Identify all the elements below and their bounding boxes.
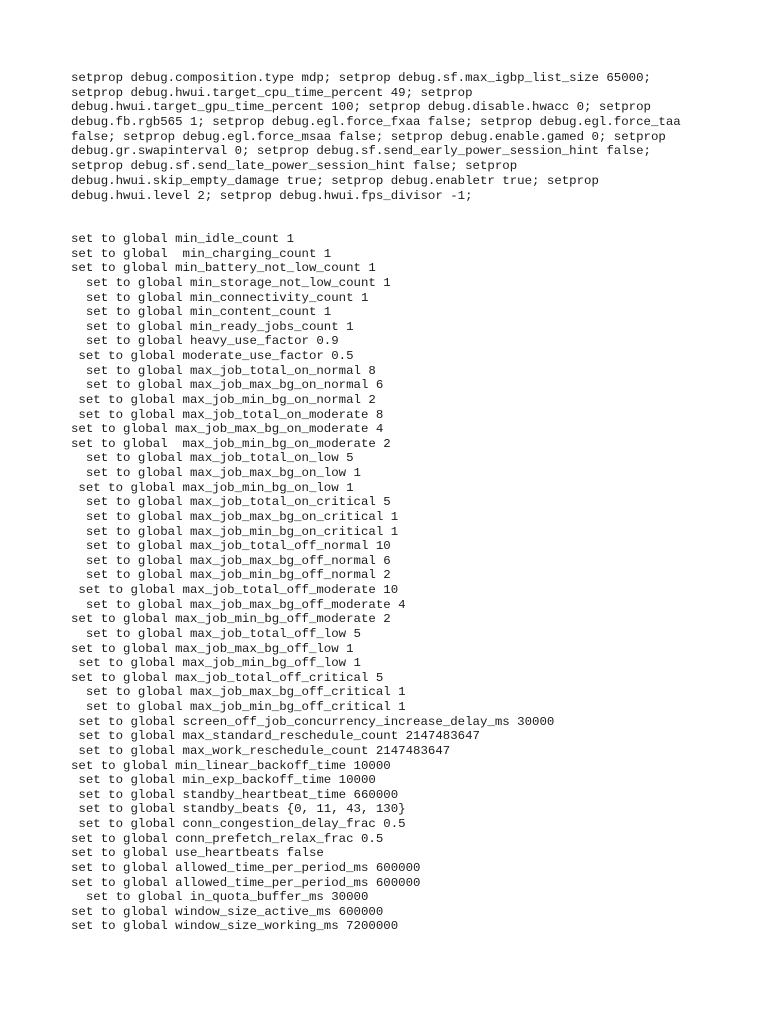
settings-line: set to global max_job_max_bg_off_low 1 (71, 641, 354, 656)
settings-line: set to global max_job_min_bg_off_normal 2 (71, 568, 391, 583)
settings-line: set to global screen_off_job_concurrency_increase_delay_ms 30000 (71, 714, 555, 729)
settings-line: set to global conn_prefetch_relax_frac 0.5 (71, 831, 384, 846)
settings-line: set to global max_job_max_bg_on_critical 1 (71, 509, 399, 524)
global-settings-list (71, 232, 721, 934)
settings-line: set to global heavy_use_factor 0.9 (71, 334, 339, 349)
settings-line: set to global max_job_total_off_low 5 (71, 626, 361, 641)
settings-line: set to global standby_beats {0, 11, 43, 130} (71, 802, 406, 817)
settings-line: set to global min_idle_count 1 (71, 232, 295, 246)
settings-line: set to global min_ready_jobs_count 1 (71, 319, 354, 334)
settings-line: set to global max_job_min_bg_off_moderate 2 (71, 612, 391, 627)
settings-line: set to global max_job_min_bg_off_critical 1 (71, 700, 406, 714)
settings-line: set to global use_heartbeats false (71, 846, 324, 861)
setprop-line: debug.hwui.level 2; setprop debug.hwui.fps_divisor -1; (71, 188, 473, 203)
settings-line: set to global max_standard_reschedule_count 2147483647 (71, 729, 480, 744)
settings-line: set to global window_size_active_ms 600000 (71, 904, 384, 919)
settings-line: set to global in_quota_buffer_ms 30000 (71, 890, 369, 905)
settings-line: set to global max_job_total_off_normal 10 (71, 539, 391, 554)
settings-line: set to global max_job_max_bg_on_normal 6 (71, 378, 384, 393)
settings-line: set to global max_job_min_bg_on_normal 2 (71, 392, 376, 407)
settings-line: set to global min_connectivity_count 1 (71, 290, 369, 305)
settings-line: set to global moderate_use_factor 0.5 (71, 349, 354, 363)
settings-line: set to global window_size_working_ms 7200000 (71, 919, 399, 934)
settings-line: set to global max_job_total_off_critical 5 (71, 670, 384, 685)
setprop-line: setprop debug.sf.send_late_power_session_hint false; setprop (71, 159, 518, 174)
settings-line: set to global allowed_time_per_period_ms 600000 (71, 860, 421, 875)
settings-line: set to global standby_heartbeat_time 660000 (71, 787, 399, 802)
settings-line: set to global max_work_reschedule_count 2147483647 (71, 743, 451, 758)
setprop-line: debug.hwui.target_gpu_time_percent 100; setprop debug.disable.hwacc 0; setprop (71, 100, 651, 115)
settings-line: set to global max_job_min_bg_on_moderate 2 (71, 436, 391, 451)
settings-line: set to global max_job_max_bg_on_moderate 4 (71, 422, 384, 437)
settings-line: set to global min_content_count 1 (71, 305, 332, 320)
settings-line: set to global conn_congestion_delay_frac 0.5 (71, 817, 406, 831)
settings-line: set to global min_storage_not_low_count 1 (71, 275, 391, 290)
setprop-line: debug.fb.rgb565 1; setprop debug.egl.force_fxaa false; setprop debug.egl.force_taa (71, 115, 681, 130)
settings-line: set to global max_job_min_bg_on_low 1 (71, 480, 354, 495)
settings-line: set to global min_charging_count 1 (71, 246, 332, 261)
settings-line: set to global min_exp_backoff_time 10000 (71, 773, 376, 788)
settings-line: set to global max_job_total_on_low 5 (71, 451, 354, 466)
settings-line: set to global min_linear_backoff_time 10000 (71, 758, 391, 773)
setprop-line: setprop debug.composition.type mdp; setprop debug.sf.max_igbp_list_size 65000; (71, 71, 651, 85)
settings-line: set to global max_job_total_off_moderate 10 (71, 583, 399, 597)
setprop-line: debug.gr.swapinterval 0; setprop debug.sf.send_early_power_session_hint false; (71, 144, 651, 159)
settings-line: set to global min_battery_not_low_count 1 (71, 261, 376, 276)
settings-line: set to global max_job_max_bg_off_critical 1 (71, 685, 406, 700)
settings-line: set to global allowed_time_per_period_ms 600000 (71, 875, 421, 890)
settings-line: set to global max_job_min_bg_on_critical 1 (71, 524, 399, 539)
settings-line: set to global max_job_total_on_normal 8 (71, 363, 376, 378)
setprop-paragraph (71, 71, 721, 203)
settings-line: set to global max_job_max_bg_on_low 1 (71, 466, 361, 480)
settings-line: set to global max_job_total_on_critical 5 (71, 495, 391, 510)
setprop-line: debug.hwui.skip_empty_damage true; setprop debug.enabletr true; setprop (71, 173, 599, 188)
setprop-line: setprop debug.hwui.target_cpu_time_percent 49; setprop (71, 85, 473, 100)
setprop-line: false; setprop debug.egl.force_msaa false; setprop debug.enable.gamed 0; setprop (71, 129, 666, 144)
settings-line: set to global max_job_total_on_moderate 8 (71, 407, 384, 422)
settings-line: set to global max_job_max_bg_off_moderate 4 (71, 597, 406, 612)
settings-line: set to global max_job_max_bg_off_normal 6 (71, 553, 391, 568)
settings-line: set to global max_job_min_bg_off_low 1 (71, 656, 361, 671)
